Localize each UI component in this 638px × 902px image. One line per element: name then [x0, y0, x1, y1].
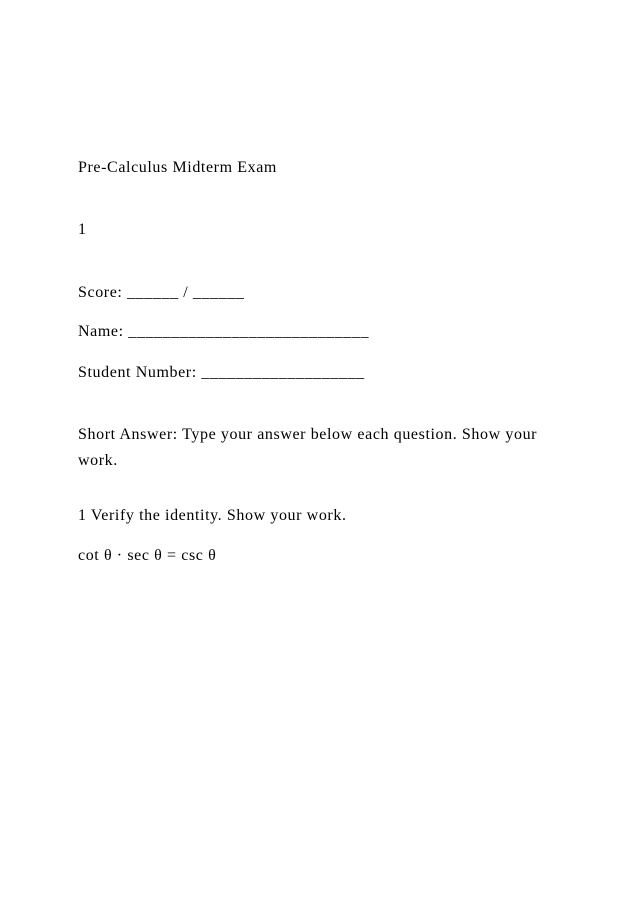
name-line: Name: ____________________________	[78, 323, 370, 340]
question-1-prompt: 1 Verify the identity. Show your work.	[78, 507, 347, 524]
exam-title: Pre-Calculus Midterm Exam	[78, 159, 277, 176]
question-1-identity: cot θ · sec θ = csc θ	[78, 547, 217, 564]
student-number-line: Student Number: ___________________	[78, 364, 365, 381]
instructions: Short Answer: Type your answer below each question. Show your work.	[78, 426, 538, 469]
page-number: 1	[78, 221, 87, 238]
score-line: Score: ______ / ______	[78, 284, 245, 301]
